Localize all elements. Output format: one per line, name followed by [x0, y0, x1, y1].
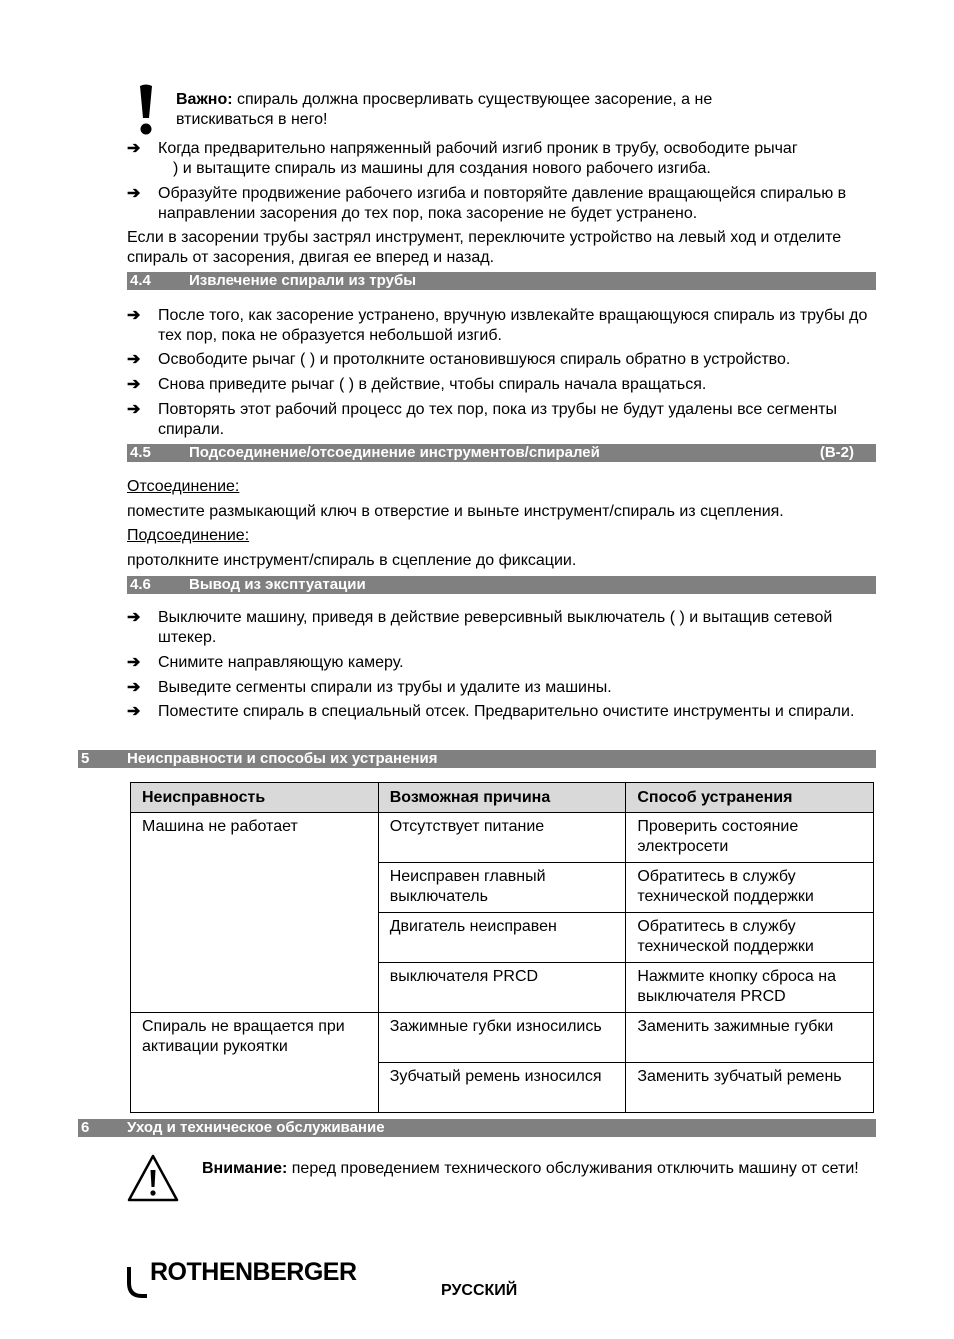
fault-cell: Машина не работает [131, 813, 379, 1013]
column-header: Возможная причина [378, 783, 626, 813]
arrow-icon: ➔ [127, 185, 141, 202]
warning-note [202, 1159, 872, 1179]
section-number: 5 [81, 750, 90, 767]
arrow-icon: ➔ [127, 307, 141, 324]
bullet-text: Повторять этот рабочий процесс до тех пор, пока из трубы не будут удалены все сегменты спирали. [158, 401, 838, 438]
arrow-icon: ➔ [127, 609, 141, 626]
cause-cell: Зубчатый ремень износился [378, 1063, 626, 1113]
brand-hook-icon [126, 1265, 148, 1299]
arrow-icon: ➔ [127, 654, 141, 671]
arrow-icon: ➔ [127, 401, 141, 418]
figure-reference: (B-2) [819, 444, 854, 461]
column-header: Способ устранения [626, 783, 874, 813]
bullet-text: Образуйте продвижение рабочего изгиба и повторяйте давление вращающейся спиралью в направлении засорения до тех пор, пока засорение не будет устранено. [158, 185, 847, 222]
section-title: Уход и техническое обслуживание [127, 1119, 385, 1136]
arrow-icon: ➔ [127, 351, 141, 368]
section-number: 6 [81, 1119, 90, 1136]
warning-label: Внимание: [202, 1160, 288, 1177]
table-row [131, 813, 874, 863]
section-5-header [78, 750, 876, 768]
disconnect-label: Отсоединение: [127, 478, 240, 495]
bullet-text: Когда предварительно напряженный рабочий изгиб проник в трубу, освободите рычаг [158, 140, 798, 157]
table-row [131, 1013, 874, 1063]
remedy-cell: Заменить зубчатый ремень [626, 1063, 874, 1113]
bullet-text: Выведите сегменты спирали из трубы и удалите из машины. [158, 679, 612, 696]
intro-bullet-1 [127, 139, 872, 179]
bullet-text: Снимите направляющую камеру. [158, 654, 404, 671]
column-header: Неисправность [131, 783, 379, 813]
section-4-6-header [127, 576, 876, 594]
section-4-5-header [127, 444, 876, 462]
section-6-header [78, 1119, 876, 1137]
cause-cell: Зажимные губки износились [378, 1013, 626, 1063]
disconnect-text: поместите размыкающий ключ в отверстие и выньте инструмент/спираль из сцепления. [127, 503, 784, 520]
section-title: Подсоединение/отсоединение инструментов/спиралей [189, 444, 600, 461]
arrow-icon: ➔ [127, 703, 141, 720]
exclamation-icon [138, 84, 154, 136]
section-number: 4.5 [130, 444, 151, 461]
remedy-cell: Обратитесь в службу технической поддержки [626, 913, 874, 963]
section-title: Извлечение спирали из трубы [189, 272, 417, 289]
section-number: 4.4 [130, 272, 151, 289]
remedy-cell: Проверить состояние электросети [626, 813, 874, 863]
section-4-4-header [127, 272, 876, 290]
section-number: 4.6 [130, 576, 151, 593]
footer-language: РУССКИЙ [441, 1282, 518, 1299]
troubleshooting-table [130, 782, 874, 1113]
arrow-icon: ➔ [127, 376, 141, 393]
connect-text: протолкните инструмент/спираль в сцепление до фиксации. [127, 552, 577, 569]
remedy-cell: Нажмите кнопку сброса на выключателя PRCD [626, 963, 874, 1013]
warning-text: перед проведением технического обслуживания отключить машину от сети! [287, 1160, 859, 1177]
cause-cell: выключателя PRCD [378, 963, 626, 1013]
bullet-text: Выключите машину, приведя в действие реверсивный выключатель ( ) и вытащив сетевой штекер. [158, 609, 833, 646]
remedy-cell: Заменить зажимные губки [626, 1013, 874, 1063]
warning-triangle-icon [126, 1153, 180, 1203]
important-label: Важно: [176, 91, 233, 108]
arrow-icon: ➔ [127, 679, 141, 696]
brand-logo: ROTHENBERGER [150, 1258, 357, 1286]
remedy-cell: Обратитесь в службу технической поддержки [626, 863, 874, 913]
cause-cell: Отсутствует питание [378, 813, 626, 863]
cause-cell: Двигатель неисправен [378, 913, 626, 963]
bullet-text: Освободите рычаг ( ) и протолкните остановившуюся спираль обратно в устройство. [158, 351, 791, 368]
fault-cell: Спираль не вращается при активации рукоятки [131, 1013, 379, 1113]
intro-paragraph: Если в засорении трубы застрял инструмент, переключите устройство на левый ход и отделите спираль от засорения, двигая ее вперед и назад. [127, 229, 842, 266]
connect-label: Подсоединение: [127, 527, 250, 544]
section-title: Неисправности и способы их устранения [127, 750, 438, 767]
important-note [176, 90, 796, 130]
table-header-row [131, 783, 874, 813]
bullet-text: Снова приведите рычаг ( ) в действие, чтобы спираль начала вращаться. [158, 376, 707, 393]
cause-cell: Неисправен главный выключатель [378, 863, 626, 913]
arrow-icon: ➔ [127, 140, 141, 157]
bullet-text-continued: ) и вытащите спираль из машины для создания нового рабочего изгиба. [173, 160, 711, 177]
bullet-text: После того, как засорение устранено, вручную извлекайте вращающуюся спираль из трубы до тех пор, пока не образуется небольшой изгиб. [158, 307, 868, 344]
bullet-text: Поместите спираль в специальный отсек. Предварительно очистите инструменты и спирали. [158, 703, 855, 720]
important-text: спираль должна просверливать существующее засорение, а не втискиваться в него! [176, 91, 713, 128]
section-title: Вывод из эксптуатации [189, 576, 366, 593]
